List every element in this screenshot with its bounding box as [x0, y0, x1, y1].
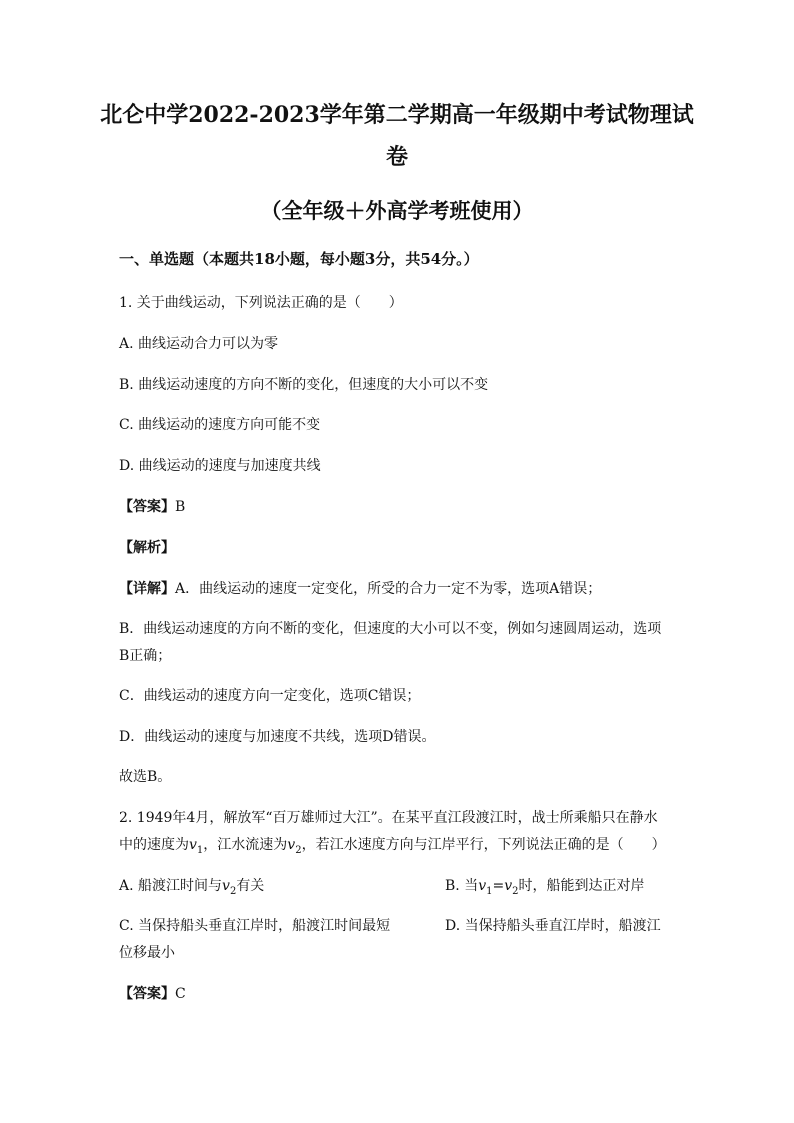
q1-option-c: C. 曲线运动的速度方向可能不变	[119, 417, 321, 433]
q2-sub-1: 1	[196, 844, 204, 856]
q2-sub-2: 2	[295, 844, 302, 856]
q2-option-b-eq: =	[492, 878, 505, 894]
q1-stem: 1. 关于曲线运动，下列说法正确的是（ ）	[119, 295, 403, 311]
q2-answer	[119, 983, 186, 1003]
q1-detail-a-text: A．曲线运动的速度一定变化，所受的合力一定不为零，选项A错误；	[175, 581, 602, 597]
q2-option-d-line2: 位移最小	[119, 945, 175, 961]
q2-answer-value: C	[175, 986, 186, 1002]
q2-option-b-var2: v	[504, 878, 513, 894]
q2-stem-text-c: ，若江水速度方向与江岸平行，下列说法正确的是（ ）	[301, 837, 666, 853]
q2-option-a	[119, 875, 264, 897]
document-title-line1: 北仑中学2022-2023学年第二学期高一年级期中考试物理试	[100, 102, 694, 128]
q2-option-b	[445, 875, 645, 897]
q1-option-d: D. 曲线运动的速度与加速度共线	[119, 458, 321, 474]
q2-answer-label: 【答案】	[119, 986, 175, 1002]
q1-option-a: A. 曲线运动合力可以为零	[119, 336, 279, 352]
q2-option-a-var: v	[222, 878, 230, 894]
q1-detail-d: D．曲线运动的速度与加速度不共线，选项D错误。	[119, 729, 436, 745]
q1-answer-value: B	[175, 499, 186, 515]
q2-var-v2: v	[287, 837, 296, 853]
q2-option-b-var1: v	[478, 878, 487, 894]
q2-stem-text-a: 中的速度为	[119, 837, 189, 853]
q1-answer-label: 【答案】	[119, 499, 175, 515]
q2-option-b-sub1: 1	[486, 885, 493, 897]
q1-answer	[119, 496, 185, 516]
q1-analysis-label: 【解析】	[119, 540, 175, 556]
q2-option-c: C. 当保持船头垂直江岸时，船渡江时间最短	[119, 918, 391, 934]
q2-option-b-text-b: 时，船能到达正对岸	[518, 878, 645, 894]
q2-option-a-text-b: 有关	[236, 878, 265, 894]
document-subtitle: （全年级＋外高学考班使用）	[260, 198, 534, 223]
q2-option-b-sub2: 2	[512, 885, 519, 897]
q1-detail-c: C．曲线运动的速度方向一定变化，选项C错误；	[119, 688, 421, 704]
q2-stem-line1: 2. 1949年4月，解放军“百万雄师过大江”。在某平直江段渡江时，战士所乘船只在静水	[119, 810, 658, 826]
q1-detail-label: 【详解】	[119, 581, 175, 597]
q2-stem-text-b: ，江水流速为	[203, 837, 288, 853]
q2-option-a-sub: 2	[229, 885, 237, 897]
q2-option-d-line1: D. 当保持船头垂直江岸时，船渡江	[445, 918, 661, 934]
q2-stem-line2	[119, 834, 666, 856]
q1-option-b: B. 曲线运动速度的方向不断的变化，但速度的大小可以不变	[119, 377, 489, 393]
q2-option-a-text: A. 船渡江时间与	[119, 878, 223, 894]
q1-detail-b-line2: B正确；	[119, 648, 172, 664]
document-title-line2: 卷	[385, 144, 408, 170]
q1-detail-b-line1: B．曲线运动速度的方向不断的变化，但速度的大小可以不变，例如匀速圆周运动，选项	[119, 621, 662, 637]
section-header: 一、单选题（本题共18小题，每小题3分，共54分。）	[119, 250, 479, 268]
q2-var-v1: v	[189, 837, 197, 853]
q1-conclusion: 故选B。	[119, 769, 172, 785]
q1-detail-a	[119, 578, 601, 598]
q2-option-b-text: B. 当	[445, 878, 479, 894]
